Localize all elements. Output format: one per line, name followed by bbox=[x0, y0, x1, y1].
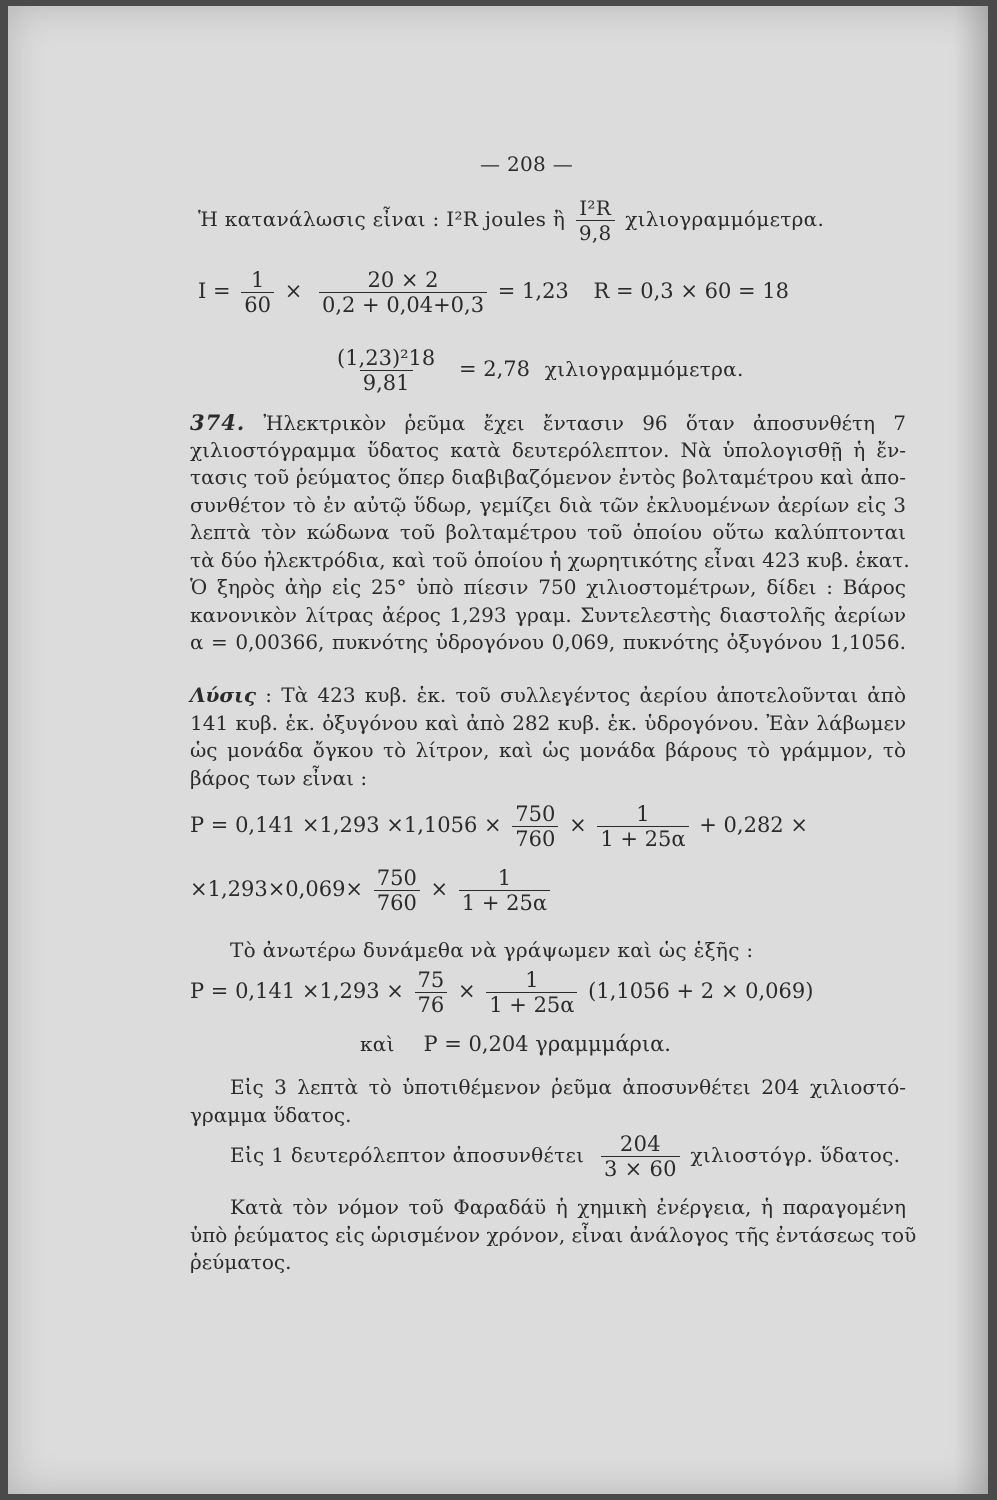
equation-p2 bbox=[190, 866, 554, 915]
eq-p3-frac-b-den: 1 + 25α bbox=[486, 992, 577, 1017]
consumption-text: Ἡ κατανάλωσις εἶναι : I²R joules ἢ bbox=[198, 207, 566, 231]
page bbox=[8, 6, 988, 1494]
solution-line-1 bbox=[190, 682, 906, 710]
eq-p2-frac-a bbox=[374, 866, 420, 915]
problem-line-2: χιλιοστόγραμμα ὕδατος κατὰ δευτερόλεπτον. Νὰ ὑπολογισθῇ ἡ ἔν- bbox=[190, 437, 906, 462]
one-second-fraction bbox=[601, 1132, 680, 1181]
eq-p2-lhs: ×1,293×0,069× bbox=[190, 877, 364, 901]
equation-p1 bbox=[190, 802, 808, 851]
consumption-fraction-den: 9,8 bbox=[576, 220, 615, 245]
eq-p2-frac-a-num: 750 bbox=[376, 866, 417, 890]
problem-line-8: κανονικὸν λίτρας ἀέρος 1,293 γραμ. Συντελεστὴς διαστολῆς ἀερίων bbox=[190, 602, 906, 627]
problem-line-6: τὰ δύο ἠλεκτρόδια, καὶ τοῦ ὁποίου ἡ χωρητικότης εἶναι 423 κυβ. ἑκατ. bbox=[190, 547, 910, 572]
eq-current-frac2 bbox=[319, 268, 487, 317]
faraday-line-1: Κατὰ τὸν νόμον τοῦ Φαραδάϋ ἡ χημικὴ ἐνέργεια, ἡ παραγομένη bbox=[230, 1195, 906, 1219]
eq-p2-frac-b bbox=[459, 866, 550, 915]
consumption-fraction bbox=[576, 196, 615, 245]
eq-p1-frac-b-den: 1 + 25α bbox=[597, 826, 688, 851]
three-min-line-1: Εἰς 3 λεπτὰ τὸ ὑποτιθέμενον ῥεῦμα ἀποσυνθέτει 204 χιλιοστό- bbox=[230, 1075, 906, 1099]
eq-p2-frac-b-den: 1 + 25α bbox=[459, 890, 550, 915]
eq-p2-frac-a-den: 760 bbox=[374, 890, 420, 915]
eq-p3-frac-a bbox=[415, 968, 448, 1017]
three-min-line-2: γραμμα ὕδατος. bbox=[190, 1102, 352, 1127]
eq-work-den: 9,81 bbox=[360, 370, 413, 395]
consumption-line bbox=[198, 196, 824, 245]
eq-p3-frac-a-den: 76 bbox=[415, 992, 448, 1017]
eq-current-times: × bbox=[284, 279, 303, 303]
eq-p1-rest: + 0,282 × bbox=[699, 813, 808, 837]
eq-work-result: = 2,78 bbox=[458, 357, 531, 381]
solution bbox=[190, 682, 906, 792]
equation-p4 bbox=[360, 1032, 671, 1056]
solution-line-2: 141 κυβ. ἑκ. ὀξυγόνου καὶ ἀπὸ 282 κυβ. ἑκ. ὑδρογόνου. Ἐὰν λάβωμεν bbox=[190, 710, 906, 735]
eq-work-frac bbox=[334, 346, 438, 395]
solution-line-1-text: : Τὰ 423 κυβ. ἑκ. τοῦ συλλεγέντος ἀερίου ἀποτελοῦνται ἀπὸ bbox=[265, 683, 906, 707]
eq-current-frac1 bbox=[241, 268, 274, 317]
problem-line-7: Ὁ ξηρὸς ἀὴρ εἰς 25° ὑπὸ πίεσιν 750 χιλιοστομέτρων, δίδει : Βάρος bbox=[190, 575, 906, 599]
faraday-paragraph bbox=[190, 1194, 917, 1277]
eq-current-result: = 1,23 bbox=[497, 279, 569, 303]
page-edge-shadow bbox=[954, 6, 988, 1494]
one-second-den: 3 × 60 bbox=[601, 1156, 680, 1181]
solution-label: Λύσις bbox=[190, 683, 256, 707]
one-second-line bbox=[230, 1132, 900, 1181]
problem-line-1-text: Ἠλεκτρικὸν ῥεῦμα ἔχει ἔντασιν 96 ὅταν ἀποσυνθέτη 7 bbox=[263, 411, 906, 435]
problem-number: 374. bbox=[190, 410, 246, 435]
eq-p3-frac-b bbox=[486, 968, 577, 1017]
faraday-line-3: ῥεύματος. bbox=[190, 1250, 292, 1274]
one-second-text: Εἰς 1 δευτερόλεπτον ἀποσυνθέτει bbox=[230, 1143, 585, 1167]
eq-p3-frac-b-num: 1 bbox=[525, 968, 539, 992]
consumption-unit: χιλιογραμμόμετρα. bbox=[625, 207, 825, 231]
eq-p3-rest: (1,1056 + 2 × 0,069) bbox=[588, 979, 814, 1003]
eq-work-num: (1,23)²18 bbox=[337, 346, 436, 370]
eq-current-lhs: I = bbox=[198, 279, 231, 303]
eq-current-frac2-den: 0,2 + 0,04+0,3 bbox=[319, 292, 487, 317]
faraday-line-2: ὑπὸ ῥεύματος εἰς ὡρισμένον χρόνον, εἶναι ἀνάλογος τῆς ἐντάσεως τοῦ bbox=[190, 1222, 917, 1247]
problem-line-1 bbox=[190, 409, 906, 437]
eq-p3-frac-a-num: 75 bbox=[417, 968, 445, 992]
equation-current bbox=[198, 268, 789, 317]
problem-line-3: τασις τοῦ ῥεύματος ὅπερ διαβιβαζόμενον ἐντὸς βολταμέτρου καὶ ἀπο- bbox=[190, 465, 906, 489]
problem-line-5: λεπτὰ τὸν κώδωνα τοῦ βολταμέτρου τοῦ ὁποίου οὕτω καλύπτονται bbox=[190, 520, 906, 544]
eq-p1-frac-b bbox=[597, 802, 688, 851]
three-minutes-paragraph bbox=[190, 1074, 906, 1129]
eq-p4-text: P = 0,204 γραμμμάρια. bbox=[423, 1032, 671, 1056]
eq-p1-frac-a-num: 750 bbox=[515, 802, 556, 826]
eq-work-unit: χιλιογραμμόμετρα. bbox=[544, 357, 744, 381]
rewrite-text: Τὸ ἀνωτέρω δυνάμεθα νὰ γράψωμεν καὶ ὡς ἑξῆς : bbox=[230, 938, 754, 962]
eq-p1-times: × bbox=[569, 813, 587, 837]
problem-line-4: συνθέτον τὸ ἐν αὐτῷ ὕδωρ, γεμίζει διὰ τῶν ἐκλυομένων ἀερίων εἰς 3 bbox=[190, 492, 906, 517]
consumption-fraction-num: I²R bbox=[579, 196, 612, 220]
one-second-num: 204 bbox=[619, 1132, 661, 1156]
eq-p3-times: × bbox=[457, 979, 476, 1003]
eq-p1-lhs: P = 0,141 ×1,293 ×1,1056 × bbox=[190, 813, 502, 837]
solution-line-3: ὡς μονάδα ὄγκου τὸ λίτρον, καὶ ὡς μονάδα βάρους τὸ γράμμον, τὸ bbox=[190, 738, 906, 762]
one-second-unit: χιλιοστόγρ. ὕδατος. bbox=[690, 1143, 901, 1167]
eq-p1-frac-a bbox=[512, 802, 558, 851]
equation-p3 bbox=[190, 968, 813, 1017]
eq-current-frac1-num: 1 bbox=[250, 268, 265, 292]
solution-line-4: βάρος των εἶναι : bbox=[190, 765, 368, 790]
problem-line-9: α = 0,00366, πυκνότης ὑδρογόνου 0,069, πυκνότης ὀξυγόνου 1,1056. bbox=[190, 630, 906, 654]
eq-current-frac1-den: 60 bbox=[241, 292, 274, 317]
eq-p3-lhs: P = 0,141 ×1,293 × bbox=[190, 979, 404, 1003]
eq-resistance: R = 0,3 × 60 = 18 bbox=[593, 279, 789, 303]
equation-work bbox=[330, 346, 744, 395]
page-number: — 208 — bbox=[480, 152, 573, 176]
eq-p4-kai: καὶ bbox=[360, 1032, 395, 1056]
eq-p2-frac-b-num: 1 bbox=[497, 866, 512, 890]
eq-p1-frac-b-num: 1 bbox=[636, 802, 650, 826]
problem-374 bbox=[190, 409, 910, 657]
eq-p2-times: × bbox=[430, 877, 449, 901]
eq-current-frac2-num: 20 × 2 bbox=[367, 268, 439, 292]
eq-p1-frac-a-den: 760 bbox=[512, 826, 558, 851]
